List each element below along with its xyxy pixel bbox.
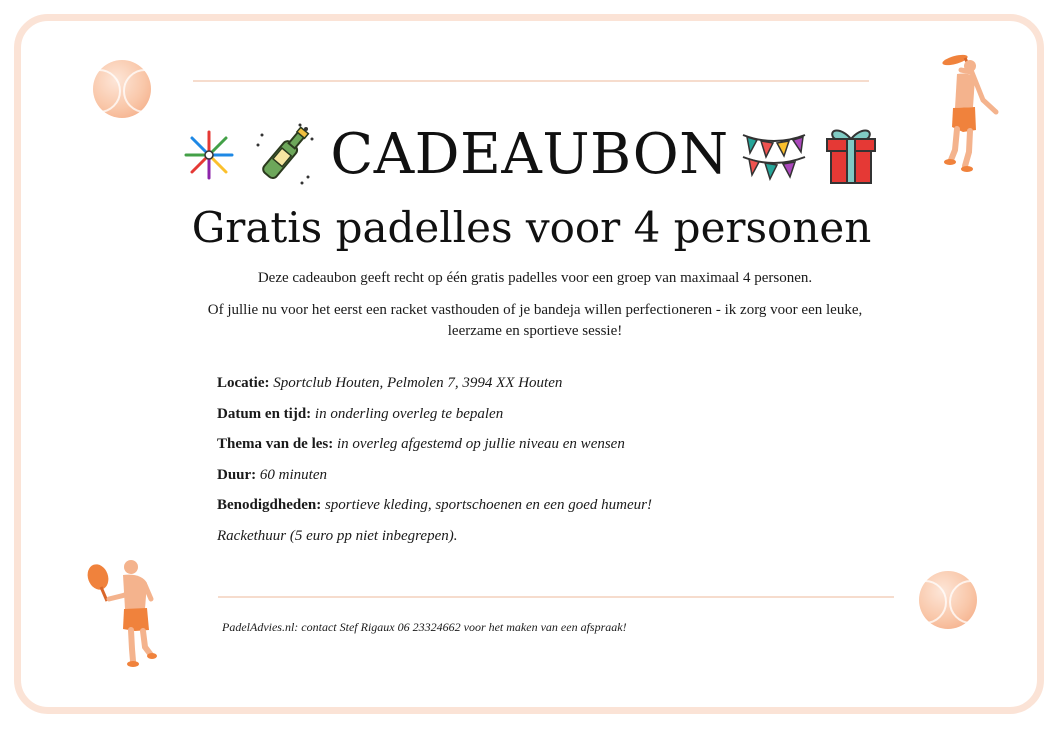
detail-row-date-time bbox=[217, 403, 857, 434]
detail-row-duration bbox=[217, 464, 857, 495]
voucher-heading bbox=[0, 118, 1063, 192]
contact-footer: PadelAdvies.nl: contact Stef Rigaux 06 23324662 voor het maken van een afspraak! bbox=[222, 620, 627, 634]
detail-value: Sportclub Houten, Pelmolen 7, 3994 XX Houten bbox=[273, 375, 563, 391]
detail-value: Rackethuur (5 euro pp niet inbegrepen). bbox=[217, 527, 458, 544]
intro-paragraph: Of jullie nu voor het eerst een racket vasthouden of je bandeja willen perfectioneren - ik zorg voor een leuke, leerzame en sportieve sessie! bbox=[207, 302, 863, 339]
voucher-details bbox=[217, 372, 857, 555]
champagne-icon bbox=[250, 121, 318, 189]
detail-value: in onderling overleg te bepalen bbox=[314, 405, 504, 422]
intro-paragraph: Deze cadeaubon geeft recht op één gratis padelles voor een groep van maximaal 4 personen. bbox=[257, 270, 813, 286]
tennis-ball-icon bbox=[93, 60, 151, 118]
tennis-ball-icon bbox=[919, 571, 977, 629]
detail-label: Benodigdheden: bbox=[217, 497, 322, 513]
detail-row-racket-rental bbox=[217, 525, 857, 556]
detail-label: Datum en tijd: bbox=[217, 405, 312, 422]
detail-label: Thema van de les: bbox=[217, 436, 334, 452]
detail-row-requirements bbox=[217, 494, 857, 525]
bottom-divider bbox=[218, 596, 894, 598]
detail-value: 60 minuten bbox=[259, 466, 327, 483]
padel-player-icon bbox=[85, 557, 165, 670]
bunting-icon bbox=[741, 125, 807, 185]
detail-label: Duur: bbox=[217, 466, 257, 483]
top-divider bbox=[193, 80, 869, 82]
detail-row-theme bbox=[217, 433, 857, 464]
voucher-subtitle: Gratis padelles voor 4 personen bbox=[191, 203, 872, 252]
detail-value: sportieve kleding, sportschoenen en een goed humeur! bbox=[324, 497, 652, 513]
voucher-title: CADEAUBON bbox=[330, 122, 729, 187]
detail-label: Locatie: bbox=[217, 375, 270, 391]
fireworks-icon bbox=[180, 126, 238, 184]
detail-value: in overleg afgestemd op jullie niveau en wensen bbox=[337, 436, 625, 452]
detail-row-location bbox=[217, 372, 857, 403]
gift-icon bbox=[819, 123, 883, 187]
